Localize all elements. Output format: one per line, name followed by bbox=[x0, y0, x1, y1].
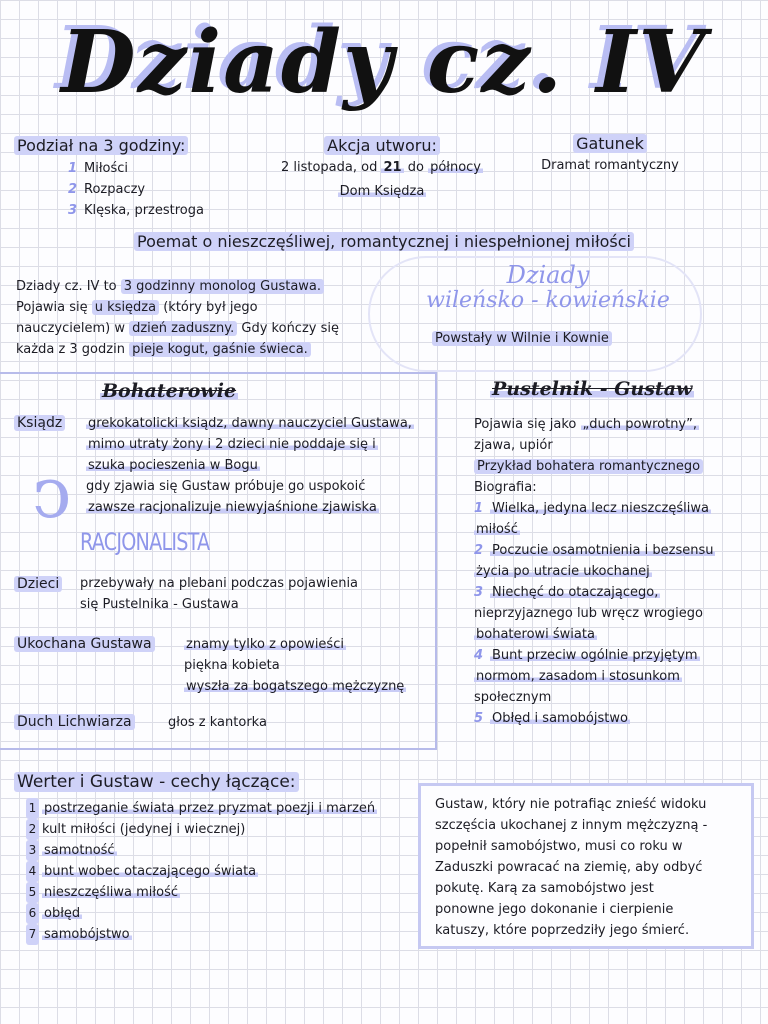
gatunek-section bbox=[520, 134, 700, 176]
list-item: 4 bunt wobec otaczającego świata bbox=[26, 861, 377, 882]
list-item: 2 Poczucie osamotnienia i bezsensu bbox=[474, 543, 714, 558]
podzial-heading: Podział na 3 godziny: bbox=[14, 136, 188, 155]
duch-description: głos z kantorka bbox=[168, 715, 267, 730]
note-card: Gustaw, który nie potrafiąc znieść widoku szczęścia ukochanej z innym mężczyzną - popełnił samobójstwo, musi co roku w Zaduszki powracać na ziemię, aby odbyć pokutę. Karą za samobójstwo jest ponowne jego dokonanie i cierpienie katuszy, które poprzedziły jego śmierć. bbox=[418, 783, 754, 949]
list-item: 2 Rozpaczy bbox=[68, 182, 146, 197]
duch-label: Duch Lichwiarza bbox=[14, 712, 135, 733]
list-item: 5 Obłęd i samobójstwo bbox=[474, 711, 628, 726]
list-item: 2 kult miłości (jedynej i wiecznej) bbox=[26, 819, 377, 840]
ukochana-label: Ukochana Gustawa bbox=[14, 634, 155, 655]
akcja-line1: 2 listopada, od 21 do północy bbox=[280, 160, 481, 175]
ukochana-description: znamy tylko z opowieści piękna kobieta wyszła za bogatszego mężczyznę bbox=[184, 637, 405, 694]
page-title: Dziady cz. IV bbox=[61, 12, 707, 113]
dzieci-description: przebywały na plebani podczas pojawienia się Pustelnika - Gustawa bbox=[80, 576, 359, 612]
intro-paragraph: Dziady cz. IV to 3 godzinny monolog Gustawa. Pojawia się u księdza (który był jego nauczycielem) w dzień zaduszny. Gdy kończy się każda z 3 godzin pieje kogut, gaśnie świeca. bbox=[16, 279, 339, 357]
list-item: 1 postrzeganie świata przez pryzmat poezji i marzeń bbox=[26, 798, 377, 819]
podzial-section bbox=[14, 136, 204, 221]
list-item: 4 Bunt przeciw ogólnie przyjętym bbox=[474, 648, 698, 663]
akcja-section bbox=[262, 136, 502, 202]
ksiadz-label: Ksiądz bbox=[14, 413, 65, 434]
przyklad-text: Przykład bohatera romantycznego bbox=[474, 459, 703, 474]
list-item: 7 samobójstwo bbox=[26, 924, 377, 945]
powstaly-text: Powstały w Wilnie i Kownie bbox=[432, 328, 612, 349]
dziady-script-text: Dziady wileńsko - kowieńskie bbox=[426, 261, 670, 313]
list-item: 1 Miłości bbox=[68, 161, 129, 176]
squiggle-icon: ↄ bbox=[32, 452, 72, 534]
list-item: 3 Niechęć do otaczającego, bbox=[474, 585, 659, 600]
list-item: 3 samotność bbox=[26, 840, 377, 861]
gatunek-heading: Gatunek bbox=[573, 134, 647, 153]
pustelnik-heading: Pustelnik - Gustaw bbox=[492, 378, 693, 400]
ksiadz-description: grekokatolicki ksiądz, dawny nauczyciel Gustawa, mimo utraty żony i 2 dzieci nie poddaje się i szuka pocieszenia w Bogu gdy zjawia się Gustaw próbuje go uspokoić zawsze racjonalizuje niewyjaśnione zjawiska bbox=[86, 416, 412, 515]
bohaterowie-heading: Bohaterowie bbox=[102, 380, 237, 402]
list-item: 5 nieszczęśliwa miłość bbox=[26, 882, 377, 903]
werter-list bbox=[26, 798, 377, 945]
gatunek-value: Dramat romantyczny bbox=[541, 158, 679, 173]
akcja-line2: Dom Księdza bbox=[339, 184, 425, 199]
dzieci-label: Dzieci bbox=[14, 574, 62, 595]
werter-heading: Werter i Gustaw - cechy łączące: bbox=[14, 772, 299, 792]
akcja-heading: Akcja utworu: bbox=[324, 136, 440, 155]
pustelnik-section: Pojawia się jako „duch powrotny”, zjawa, upiór Przykład bohatera romantycznego Biografia: 1 Wielka, jedyna lecz nieszczęśliwa miłość 2 Poczucie osamotnienia i bezsensu życia po utracie ukochanej 3 Niechęć do otaczającego, nieprzyjaznego lub wręcz wrogiego bohaterowi świata 4 Bunt przeciw ogólnie przyjętym normom, zasadom i stosunkom społecznym 5 Obłęd i samobójstwo bbox=[474, 414, 754, 729]
list-item: 3 Klęska, przestroga bbox=[68, 203, 204, 218]
racjonalista-text: RACJONALISTA bbox=[80, 528, 210, 556]
list-item: 6 obłęd bbox=[26, 903, 377, 924]
poemat-heading: Poemat o nieszczęśliwej, romantycznej i niespełnionej miłości bbox=[0, 232, 768, 251]
list-item: 1 Wielka, jedyna lecz nieszczęśliwa bbox=[474, 501, 709, 516]
